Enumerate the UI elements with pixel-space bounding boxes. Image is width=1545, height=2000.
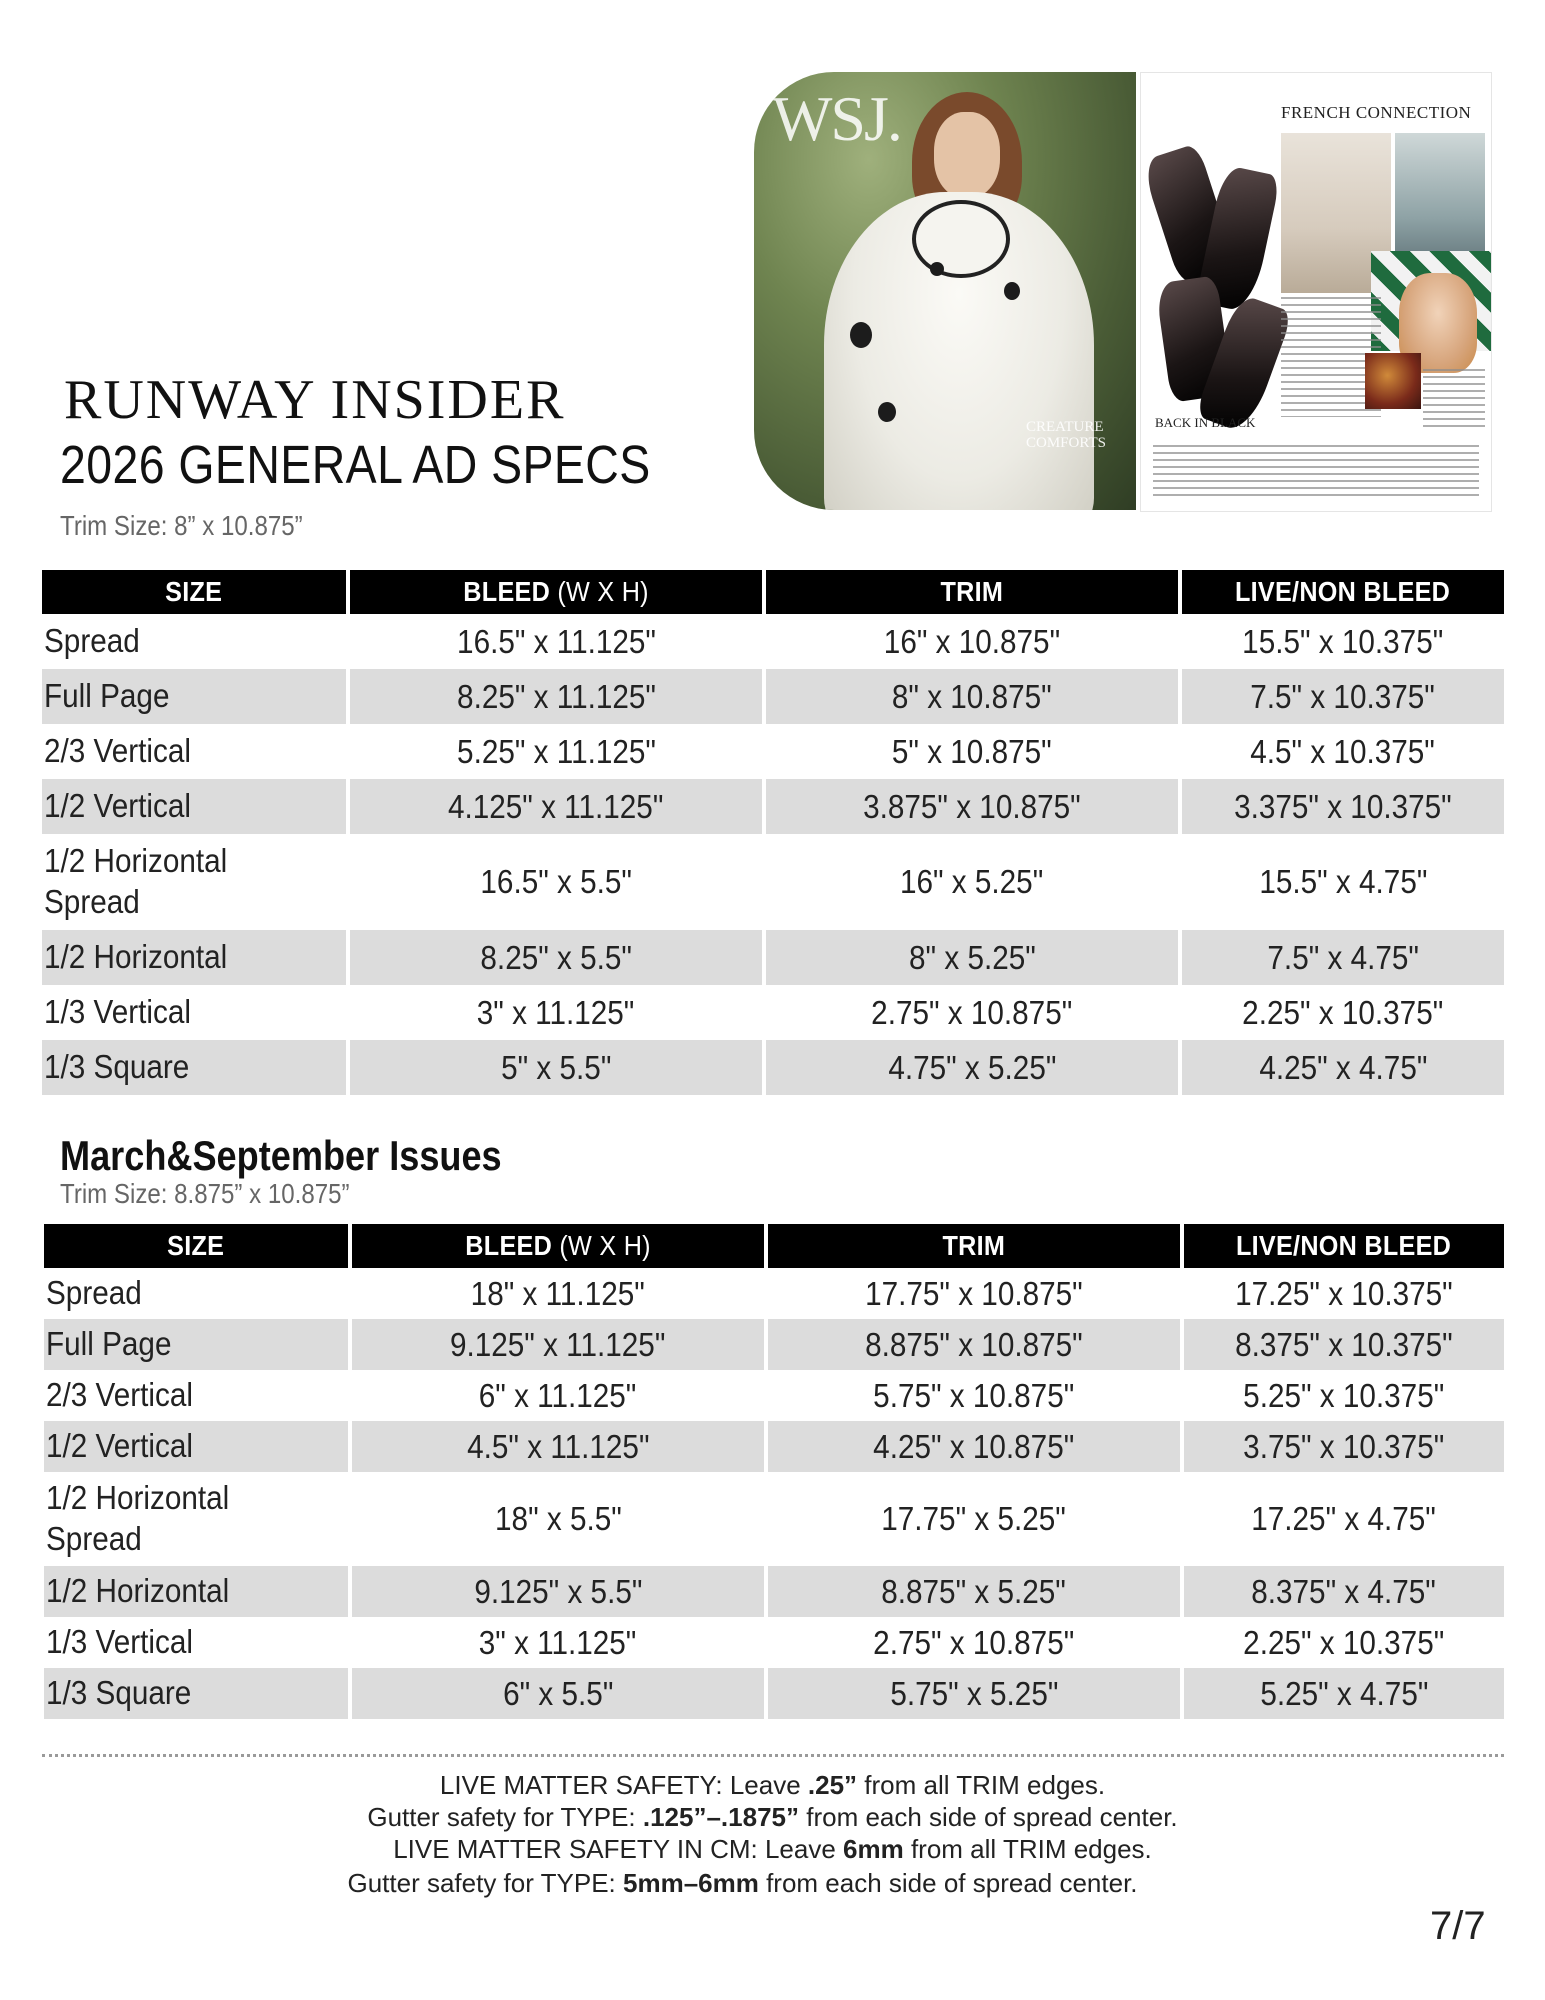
size-cell: [44, 1617, 352, 1668]
header-bleed-label: BLEED: [463, 576, 550, 607]
cover-caption-line: CREATURE: [1026, 419, 1104, 435]
trim-cell: [766, 1040, 1182, 1095]
live-cell: [1184, 1472, 1504, 1566]
cover-model-face: [934, 112, 1000, 198]
coat-spot: [1004, 282, 1020, 300]
trim-cell: [768, 1617, 1184, 1668]
bleed-cell: [352, 1268, 768, 1319]
bleed-text: 16.5" x 5.5": [480, 863, 632, 900]
live-text: 3.75" x 10.375": [1243, 1427, 1445, 1465]
page-title: 2026 GENERAL AD SPECS: [60, 435, 651, 495]
live-text: 7.5" x 4.75": [1267, 938, 1419, 976]
bleed-text: 5" x 5.5": [500, 1048, 612, 1086]
trim-text: 17.75" x 5.25": [881, 1500, 1067, 1537]
live-text: 5.25" x 4.75": [1259, 1674, 1429, 1712]
note-live-matter-safety: [0, 1772, 1545, 1798]
trim-text: 4.75" x 5.25": [887, 1048, 1057, 1086]
size-cell: [42, 724, 350, 779]
magazine-spread-image: [1140, 72, 1492, 512]
size-cell: [44, 1319, 352, 1370]
live-cell: [1184, 1617, 1504, 1668]
page-number: 7/7: [1430, 1904, 1486, 1948]
table-row: [44, 1319, 1504, 1370]
cover-logo: WSJ.: [772, 83, 901, 154]
note-gutter-safety-mm: [0, 1870, 1515, 1896]
note-emphasis: 5mm–6mm: [623, 1868, 759, 1898]
bleed-cell: [352, 1472, 768, 1566]
trim-size-note: Trim Size: 8.875” x 10.875”: [60, 1178, 350, 1209]
size-text: 2/3 Vertical: [46, 1376, 193, 1414]
bleed-text: 6" x 5.5": [502, 1674, 614, 1712]
size-cell: [44, 1421, 352, 1472]
live-cell: [1184, 1566, 1504, 1617]
live-cell: [1182, 834, 1504, 930]
size-text: 1/2 Horizontal: [46, 1572, 230, 1610]
note-gutter-safety: [0, 1804, 1545, 1830]
trim-size-note: Trim Size: 8” x 10.875”: [60, 510, 303, 541]
note-text: from all TRIM edges.: [903, 1834, 1152, 1864]
header-size: [42, 570, 350, 614]
bleed-text: 18" x 11.125": [470, 1274, 646, 1312]
size-cell: [42, 669, 350, 724]
trim-cell: [768, 1319, 1184, 1370]
size-text-line1: 1/2 Horizontal: [46, 1479, 230, 1517]
live-text: 4.25" x 4.75": [1258, 1048, 1428, 1086]
header-trim-label: TRIM: [940, 576, 1004, 607]
bleed-cell: [352, 1370, 768, 1421]
table-row: [44, 1268, 1504, 1319]
bleed-text: 18" x 5.5": [494, 1500, 622, 1537]
note-text: Gutter safety for TYPE:: [347, 1868, 623, 1898]
size-text-line1: 1/2 Horizontal: [44, 842, 228, 880]
live-cell: [1182, 1040, 1504, 1095]
header-bleed-sub: (W X H): [559, 1230, 651, 1261]
header-live-label: LIVE/NON BLEED: [1236, 1230, 1452, 1261]
table-header-row: [44, 1224, 1504, 1268]
bleed-cell: [352, 1421, 768, 1472]
live-text: 5.25" x 10.375": [1243, 1376, 1445, 1414]
note-text: LIVE MATTER SAFETY: Leave: [439, 1770, 808, 1800]
size-text: 1/3 Vertical: [46, 1623, 193, 1661]
size-text: Full Page: [46, 1325, 172, 1363]
size-text: 1/3 Vertical: [44, 993, 191, 1031]
article-text: [1153, 445, 1479, 501]
note-text: from each side of spread center.: [799, 1802, 1178, 1832]
table-row: [42, 724, 1504, 779]
spread-headline: FRENCH CONNECTION: [1281, 103, 1472, 122]
trim-cell: [766, 614, 1182, 669]
live-text: 2.25" x 10.375": [1242, 993, 1444, 1031]
note-text: from each side of spread center.: [758, 1868, 1138, 1898]
trim-text: 5" x 10.875": [892, 732, 1052, 770]
trim-text: 8.875" x 10.875": [865, 1325, 1083, 1363]
trim-cell: [768, 1421, 1184, 1472]
trim-text: 5.75" x 5.25": [889, 1674, 1059, 1712]
trim-cell: [768, 1472, 1184, 1566]
dotted-divider: [42, 1754, 1504, 1757]
coat-spot: [930, 262, 944, 276]
bleed-text: 8.25" x 11.125": [456, 677, 656, 715]
header-live: [1182, 570, 1504, 614]
table-row: [42, 614, 1504, 669]
cover-lamb: [912, 200, 1010, 278]
live-text: 17.25" x 10.375": [1235, 1274, 1453, 1312]
header-bleed-sub: (W X H): [557, 576, 649, 607]
header-trim-label: TRIM: [942, 1230, 1006, 1261]
cover-caption: [1026, 420, 1126, 452]
trim-cell: [766, 779, 1182, 834]
trim-text: 16" x 5.25": [900, 863, 1044, 900]
bleed-cell: [350, 724, 766, 779]
bleed-text: 4.125" x 11.125": [448, 787, 664, 825]
table-header-row: [42, 570, 1504, 614]
table-row: [44, 1370, 1504, 1421]
table-row: [44, 1617, 1504, 1668]
header-size-label: SIZE: [167, 1230, 225, 1261]
coat-spot: [850, 322, 872, 348]
size-cell: [44, 1566, 352, 1617]
table-row: [42, 669, 1504, 724]
note-live-matter-safety-cm: [0, 1836, 1545, 1862]
bleed-cell: [350, 614, 766, 669]
live-cell: [1182, 614, 1504, 669]
live-text: 8.375" x 4.75": [1251, 1572, 1437, 1610]
bleed-cell: [350, 985, 766, 1040]
live-cell: [1184, 1421, 1504, 1472]
size-cell: [44, 1370, 352, 1421]
live-text: 17.25" x 4.75": [1251, 1500, 1437, 1537]
bleed-cell: [350, 669, 766, 724]
ad-specs-table-march-september: [44, 1224, 1504, 1719]
live-cell: [1182, 724, 1504, 779]
size-cell: [42, 1040, 350, 1095]
bleed-text: 3" x 11.125": [479, 1623, 637, 1661]
table-row: [44, 1421, 1504, 1472]
live-text: 2.25" x 10.375": [1243, 1623, 1445, 1661]
note-text: LIVE MATTER SAFETY IN CM: Leave: [393, 1834, 844, 1864]
note-emphasis: 6mm: [843, 1834, 904, 1864]
trim-text: 5.75" x 10.875": [873, 1376, 1075, 1414]
header-size-label: SIZE: [165, 576, 223, 607]
bleed-text: 8.25" x 5.5": [480, 938, 632, 976]
live-text: 4.5" x 10.375": [1250, 732, 1436, 770]
size-cell: [44, 1472, 352, 1566]
live-text: 3.375" x 10.375": [1234, 787, 1452, 825]
size-cell: [42, 985, 350, 1040]
bleed-cell: [352, 1319, 768, 1370]
size-text: Full Page: [44, 677, 170, 715]
bleed-text: 3" x 11.125": [477, 993, 635, 1031]
trim-cell: [768, 1668, 1184, 1719]
table-row: [42, 1040, 1504, 1095]
trim-text: 4.25" x 10.875": [873, 1427, 1075, 1465]
trim-text: 2.75" x 10.875": [871, 993, 1073, 1031]
trim-cell: [766, 669, 1182, 724]
bleed-text: 16.5" x 11.125": [456, 622, 656, 660]
header-size: [44, 1224, 352, 1268]
note-text: from all TRIM edges.: [857, 1770, 1106, 1800]
table-row: [44, 1668, 1504, 1719]
trim-cell: [766, 834, 1182, 930]
note-emphasis: .25”: [807, 1770, 858, 1800]
bleed-text: 9.125" x 11.125": [450, 1325, 666, 1363]
live-cell: [1184, 1268, 1504, 1319]
header-trim: [766, 570, 1182, 614]
header-bleed: [350, 570, 766, 614]
header-live: [1184, 1224, 1504, 1268]
trim-cell: [768, 1370, 1184, 1421]
live-cell: [1184, 1668, 1504, 1719]
bleed-text: 6" x 11.125": [479, 1376, 637, 1414]
spread-caption: BACK IN BLACK: [1155, 415, 1256, 430]
table-row: [44, 1566, 1504, 1617]
trim-text: 17.75" x 10.875": [865, 1274, 1083, 1312]
bleed-text: 5.25" x 11.125": [456, 732, 656, 770]
trim-text: 8.875" x 5.25": [881, 1572, 1067, 1610]
section-title-march-september: March&September Issues: [60, 1132, 502, 1179]
article-text: [1423, 369, 1485, 429]
header-bleed: [352, 1224, 768, 1268]
live-text: 15.5" x 10.375": [1242, 622, 1444, 660]
live-cell: [1182, 779, 1504, 834]
size-text: 1/2 Vertical: [46, 1427, 193, 1465]
bleed-cell: [352, 1668, 768, 1719]
live-cell: [1182, 930, 1504, 985]
bleed-cell: [352, 1566, 768, 1617]
size-text: 1/3 Square: [46, 1674, 192, 1712]
size-cell: [42, 930, 350, 985]
boots-photo: [1149, 129, 1279, 429]
table-row: [44, 1472, 1504, 1566]
trim-cell: [766, 724, 1182, 779]
header-trim: [768, 1224, 1184, 1268]
size-text: Spread: [46, 1274, 142, 1312]
trim-cell: [768, 1268, 1184, 1319]
size-text: 1/3 Square: [44, 1048, 190, 1086]
restaurant-photo: [1365, 353, 1421, 409]
size-cell: [42, 779, 350, 834]
trim-text: 8" x 5.25": [908, 938, 1036, 976]
header-live-label: LIVE/NON BLEED: [1235, 576, 1451, 607]
trim-cell: [766, 985, 1182, 1040]
size-text: 2/3 Vertical: [44, 732, 191, 770]
live-cell: [1182, 985, 1504, 1040]
live-cell: [1184, 1319, 1504, 1370]
bleed-cell: [350, 834, 766, 930]
size-text-line2: Spread: [46, 1520, 142, 1557]
live-cell: [1182, 669, 1504, 724]
note-text: Gutter safety for TYPE:: [367, 1802, 643, 1832]
trim-cell: [768, 1566, 1184, 1617]
size-cell: [44, 1668, 352, 1719]
size-cell: [44, 1268, 352, 1319]
table-row: [42, 930, 1504, 985]
bleed-text: 9.125" x 5.5": [473, 1572, 643, 1610]
trim-text: 2.75" x 10.875": [873, 1623, 1075, 1661]
live-text: 15.5" x 4.75": [1258, 863, 1428, 900]
bleed-cell: [350, 779, 766, 834]
bleed-cell: [352, 1617, 768, 1668]
bleed-cell: [350, 930, 766, 985]
trim-cell: [766, 930, 1182, 985]
trim-text: 16" x 10.875": [883, 622, 1061, 660]
coat-spot: [878, 402, 896, 422]
live-text: 7.5" x 10.375": [1250, 677, 1436, 715]
size-cell: [42, 834, 350, 930]
ad-specs-table-general: [42, 570, 1504, 1095]
size-text: 1/2 Vertical: [44, 787, 191, 825]
table-row: [42, 834, 1504, 930]
table-row: [42, 779, 1504, 834]
live-text: 8.375" x 10.375": [1235, 1325, 1453, 1363]
note-emphasis: .125”–.1875”: [642, 1802, 799, 1832]
trim-text: 8" x 10.875": [892, 677, 1052, 715]
live-cell: [1184, 1370, 1504, 1421]
cover-caption-line: COMFORTS: [1026, 434, 1106, 451]
bleed-text: 4.5" x 11.125": [466, 1427, 650, 1465]
size-text: Spread: [44, 622, 140, 660]
size-cell: [42, 614, 350, 669]
table-row: [42, 985, 1504, 1040]
bleed-cell: [350, 1040, 766, 1095]
trim-text: 3.875" x 10.875": [863, 787, 1081, 825]
header-bleed-label: BLEED: [465, 1230, 552, 1261]
size-text: 1/2 Horizontal: [44, 938, 228, 976]
magazine-cover-image: [754, 72, 1136, 510]
brand-logo-text: RUNWAY INSIDER: [64, 369, 566, 431]
size-text-line2: Spread: [44, 883, 140, 920]
